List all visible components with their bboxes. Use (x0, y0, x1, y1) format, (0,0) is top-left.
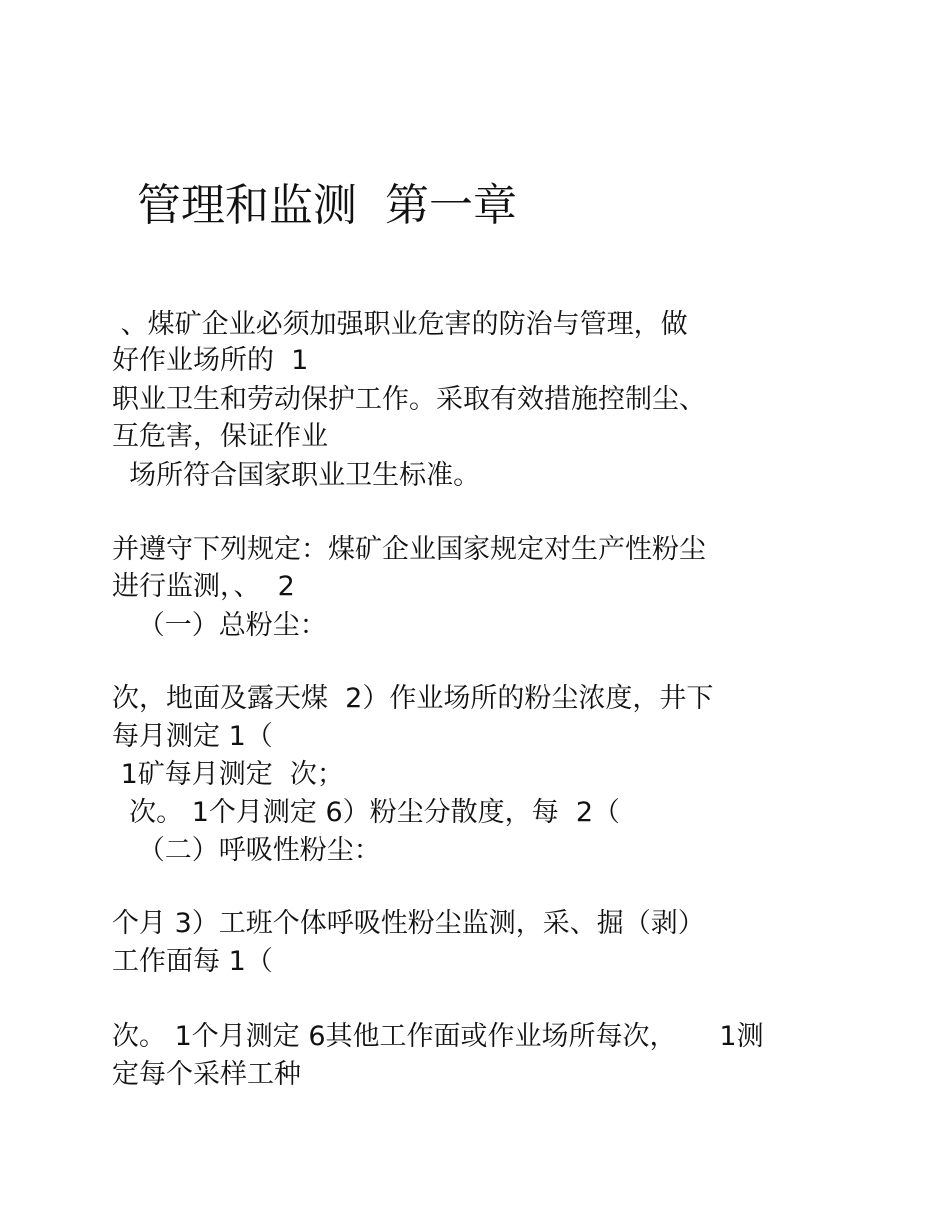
text-line: 好作业场所的 1 (112, 345, 309, 376)
text-line: 场所符合国家职业卫生标准。 (112, 460, 481, 491)
text-line: 互危害，保证作业 (112, 421, 328, 452)
text-line: 职业卫生和劳动保护工作。采取有效措施控制尘、 (112, 384, 706, 415)
text-line: 次。 1个月测定 6其他工作面或作业场所每次， 1测 (112, 1021, 764, 1052)
text-line: 并遵守下列规定：煤矿企业国家规定对生产性粉尘 (112, 534, 706, 565)
text-line: 工作面每 1（ (112, 946, 273, 977)
text-line: 进行监测，、 2 (112, 571, 295, 602)
text-line: 1矿每月测定 次； (112, 759, 344, 790)
text-line: （二）呼吸性粉尘： (112, 835, 381, 866)
text-line: 次，地面及露天煤 2）作业场所的粉尘浓度，井下 (112, 683, 714, 714)
text-line: 、煤矿企业必须加强职业危害的防治与管理，做 (112, 309, 688, 340)
text-line: 个月 3）工班个体呼吸性粉尘监测，采、掘（剥） (112, 908, 705, 939)
text-line: 每月测定 1（ (112, 721, 273, 752)
text-line: 次。 1个月测定 6）粉尘分散度，每 2（ (112, 797, 621, 828)
text-line: （一）总粉尘： (112, 610, 327, 641)
page-title: 管理和监测 第一章 (137, 180, 517, 231)
text-line: 定每个采样工种 (112, 1059, 301, 1090)
